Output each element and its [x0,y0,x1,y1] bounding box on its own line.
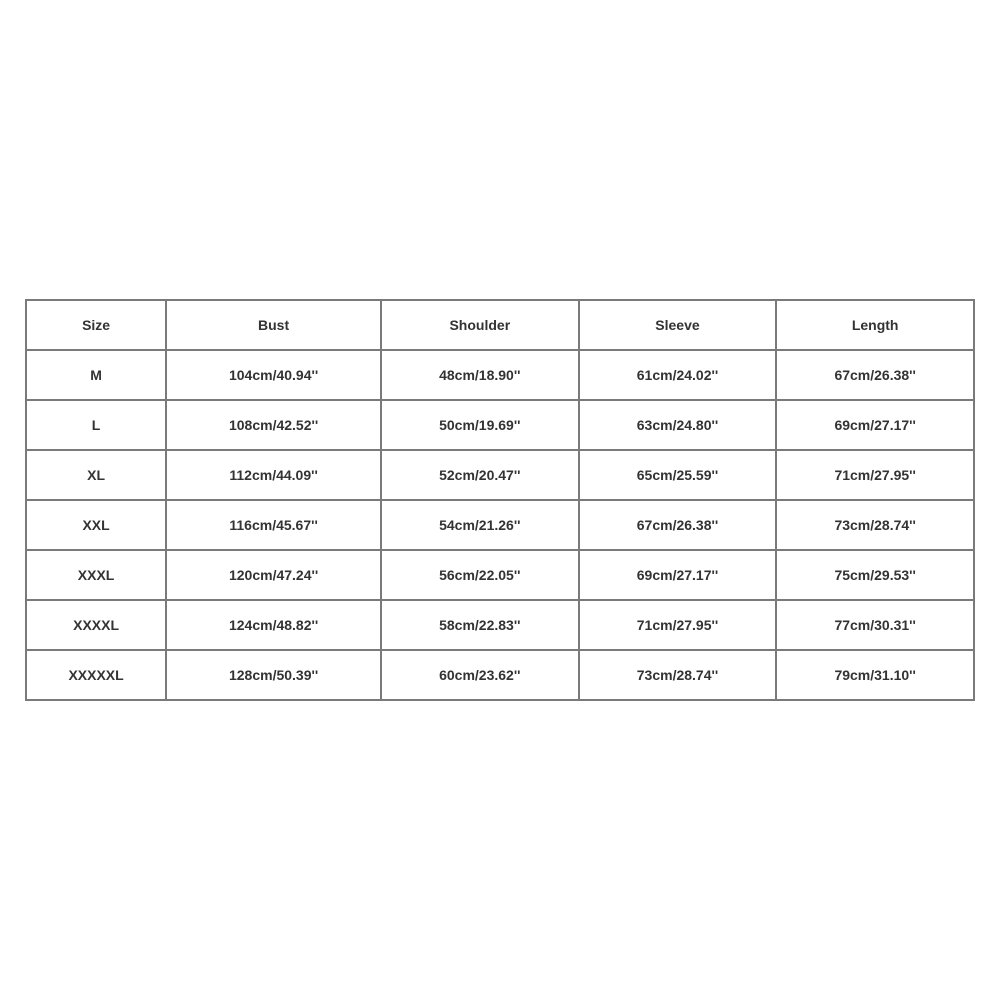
cell-length: 67cm/26.38'' [777,351,975,401]
cell-length: 79cm/31.10'' [777,651,975,701]
cell-bust: 120cm/47.24'' [167,551,382,601]
header-row [27,301,975,351]
cell-shoulder: 48cm/18.90'' [382,351,580,401]
cell-bust: 124cm/48.82'' [167,601,382,651]
cell-size: XXXXXL [27,651,167,701]
header-shoulder: Shoulder [382,301,580,351]
cell-shoulder: 56cm/22.05'' [382,551,580,601]
table-row [27,351,975,401]
table-row [27,451,975,501]
header-sleeve: Sleeve [580,301,778,351]
header-bust: Bust [167,301,382,351]
cell-bust: 104cm/40.94'' [167,351,382,401]
cell-bust: 112cm/44.09'' [167,451,382,501]
cell-sleeve: 69cm/27.17'' [580,551,778,601]
cell-sleeve: 73cm/28.74'' [580,651,778,701]
cell-shoulder: 50cm/19.69'' [382,401,580,451]
size-chart-table [25,299,975,701]
cell-sleeve: 71cm/27.95'' [580,601,778,651]
cell-sleeve: 67cm/26.38'' [580,501,778,551]
table-row [27,501,975,551]
cell-size: XXXXL [27,601,167,651]
header-length: Length [777,301,975,351]
cell-shoulder: 54cm/21.26'' [382,501,580,551]
cell-shoulder: 52cm/20.47'' [382,451,580,501]
cell-shoulder: 60cm/23.62'' [382,651,580,701]
cell-length: 71cm/27.95'' [777,451,975,501]
cell-size: XL [27,451,167,501]
table-row [27,551,975,601]
cell-size: XXXL [27,551,167,601]
cell-size: XXL [27,501,167,551]
table-row [27,401,975,451]
cell-bust: 108cm/42.52'' [167,401,382,451]
table-row [27,601,975,651]
cell-sleeve: 61cm/24.02'' [580,351,778,401]
cell-sleeve: 65cm/25.59'' [580,451,778,501]
cell-length: 77cm/30.31'' [777,601,975,651]
header-size: Size [27,301,167,351]
cell-size: L [27,401,167,451]
cell-length: 69cm/27.17'' [777,401,975,451]
cell-length: 75cm/29.53'' [777,551,975,601]
cell-length: 73cm/28.74'' [777,501,975,551]
cell-shoulder: 58cm/22.83'' [382,601,580,651]
cell-bust: 116cm/45.67'' [167,501,382,551]
cell-size: M [27,351,167,401]
cell-bust: 128cm/50.39'' [167,651,382,701]
table-row [27,651,975,701]
cell-sleeve: 63cm/24.80'' [580,401,778,451]
